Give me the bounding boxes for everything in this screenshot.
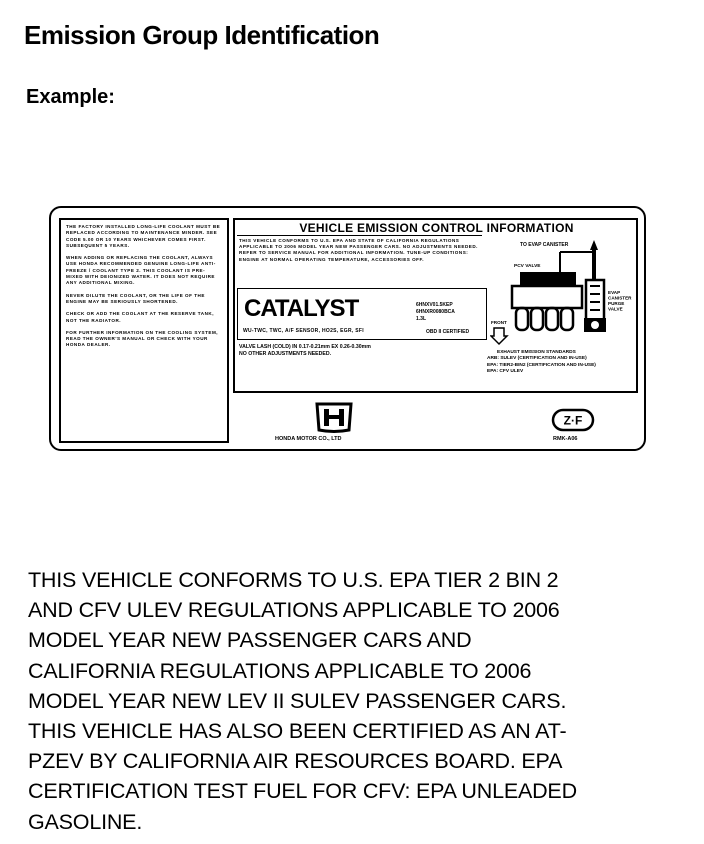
example-label: Example: [26, 86, 115, 108]
standard-line: ARB: SULEV (CERTIFICATION AND IN-USE) [487, 356, 587, 362]
diagram-label-to-evap: TO EVAP CANISTER [520, 242, 569, 248]
obd-cert: OBD II CERTIFIED [426, 329, 470, 335]
emission-label [49, 206, 646, 451]
statement-line: CALIFORNIA REGULATIONS APPLICABLE TO 2006 [28, 658, 532, 683]
vec-body-text: THIS VEHICLE CONFORMS TO U.S. EPA AND STATE OF CALIFORNIA REGULATIONS APPLICABLE TO 2006 MODEL YEAR NEW PASSENGER CARS. NO ADJUSTMENTS NEEDED. REFER TO SERVICE MANUAL FOR ADDITIONAL INFORMATION. TUNE-UP CONDITIONS: ENGINE AT NORMAL OPERATING TEMPERATURE, ACCESSORIES OFF. [239, 238, 478, 262]
coolant-paragraph: THE FACTORY INSTALLED LONG-LIFE COOLANT MUST BE REPLACED ACCORDING TO MAINTENANCE MINDER. SEE CODE 5.00 OR 10 YEARS WHICHEVER COMES FIRST. SUBSEQUENT 5 YEARS. [66, 224, 221, 248]
emission-info-area [233, 218, 638, 443]
catalyst-components: WU-TWC, TWC, A/F SENSOR, HO2S, EGR, SFI [243, 328, 364, 334]
label-footer [233, 396, 638, 443]
catalyst-word: CATALYST [244, 295, 359, 322]
vec-title: VEHICLE EMISSION CONTROL INFORMATION [299, 221, 574, 235]
standard-line: EPA: CFV ULEV [487, 369, 524, 375]
honda-caption: HONDA MOTOR CO., LTD [275, 436, 342, 442]
standards-heading: EXHAUST EMISSION STANDARDS [497, 350, 576, 355]
page-title: Emission Group Identification [24, 20, 380, 50]
coolant-warning-panel [59, 218, 229, 443]
statement-line: THIS VEHICLE HAS ALSO BEEN CERTIFIED AS AN AT- [28, 719, 567, 744]
conformity-statement [28, 565, 688, 837]
coolant-paragraph: NEVER DILUTE THE COOLANT, OR THE LIFE OF THE ENGINE MAY BE SERIOUSLY SHORTENED. [66, 292, 205, 304]
statement-line: CERTIFICATION TEST FUEL FOR CFV: EPA UNLEADED [28, 779, 577, 804]
code-line: 6HNXR0080BCA [416, 309, 455, 315]
standard-line: EPA: TIER2-BIN2 (CERTIFICATION AND IN-USE) [487, 362, 596, 368]
statement-line: MODEL YEAR NEW LEV II SULEV PASSENGER CARS. [28, 688, 567, 713]
code-line: 1.3L [416, 316, 427, 322]
coolant-paragraph: WHEN ADDING OR REPLACING THE COOLANT, ALWAYS USE HONDA RECOMMENDED GENUINE LONG-LIFE ANTI-FREEZE / COOLANT TYPE 2. THIS COOLANT IS PRE-MIXED WITH DEIONIZED WATER. IT DOES NOT REQUIRE ANY ADDITIONAL MIXING. [66, 255, 216, 286]
statement-line: GASOLINE. [28, 809, 143, 834]
catalyst-box [237, 288, 487, 340]
valve-lash [239, 344, 489, 358]
zf-caption: RMK-A06 [553, 436, 578, 442]
arrow-down-icon [491, 328, 507, 344]
coolant-paragraph: FOR FURTHER INFORMATION ON THE COOLING SYSTEM, READ THE OWNER'S MANUAL OR CHECK WITH YOUR HONDA DEALER. [66, 329, 219, 348]
intake-manifold [520, 272, 576, 286]
diagram-label-pcv: PCV VALVE [514, 264, 541, 269]
emission-standards [487, 350, 637, 376]
statement-line: MODEL YEAR NEW PASSENGER CARS AND [28, 628, 472, 653]
diagram-label-front: FRONT [491, 320, 507, 325]
statement-line: AND CFV ULEV REGULATIONS APPLICABLE TO 2006 [28, 598, 560, 623]
arrow-up-icon [590, 240, 598, 250]
vacuum-hose-diagram [490, 236, 636, 348]
statement-line: PZEV BY CALIFORNIA AIR RESOURCES BOARD. EPA [28, 749, 563, 774]
diagram-label-evap-purge: EVAP CANISTER PURGE VALVE [608, 290, 632, 312]
vec-panel [233, 218, 638, 393]
honda-logo-icon [313, 402, 355, 434]
divider [237, 235, 482, 236]
code-line: 6HNXV01.5KEP [416, 302, 453, 308]
statement-line: THIS VEHICLE CONFORMS TO U.S. EPA TIER 2 BIN 2 [28, 568, 559, 592]
zf-mark: Z·F [563, 413, 583, 428]
valve-line: NO OTHER ADJUSTMENTS NEEDED. [239, 351, 332, 357]
zf-logo-icon [551, 408, 595, 432]
coolant-paragraph: CHECK OR ADD THE COOLANT AT THE RESERVE TANK, NOT THE RADIATOR. [66, 311, 214, 323]
engine-family-codes [416, 302, 455, 323]
valve-line: VALVE LASH (COLD) IN 0.17-0.21mm EX 0.26-0.30mm [239, 344, 371, 350]
